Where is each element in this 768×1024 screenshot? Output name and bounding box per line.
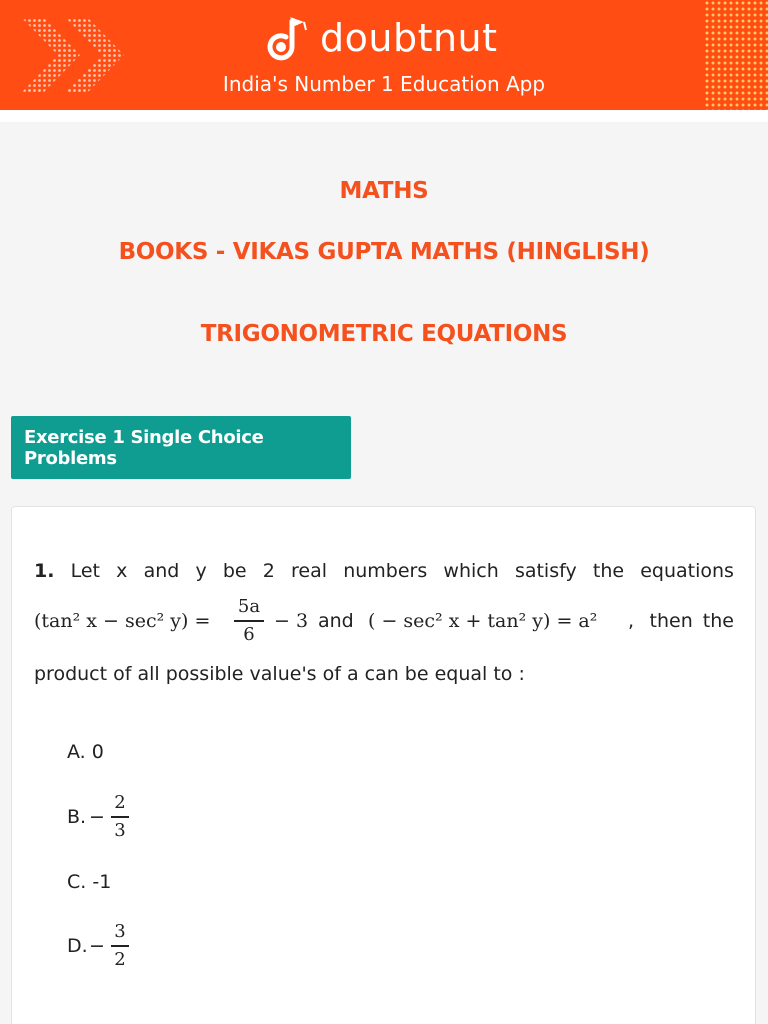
option-sign: −: [89, 935, 105, 957]
fraction-numerator: 2: [114, 792, 126, 813]
equation-part-1: (tan² x − sec² y) =: [34, 610, 211, 632]
question-word: satisfy: [514, 560, 577, 582]
option-a[interactable]: [67, 741, 104, 763]
question-word: x: [116, 560, 128, 582]
question-word: 2: [262, 560, 275, 582]
fraction-denominator: 6: [243, 623, 255, 645]
brand-name: doubtnut: [320, 16, 498, 60]
and-word: and: [318, 610, 354, 632]
equation-line: [34, 596, 734, 650]
question-line-3: product of all possible value's of a can be equal to :: [34, 663, 525, 685]
equation-part-2: − 3: [274, 610, 309, 632]
fraction-bar: [234, 620, 264, 622]
option-label: D.: [67, 935, 88, 957]
option-label: A.: [67, 741, 86, 763]
question-word: numbers: [343, 560, 428, 582]
question-word: equations: [640, 560, 734, 582]
fraction-bar: [111, 816, 129, 818]
question-word: and: [143, 560, 180, 582]
question-word: Let: [70, 560, 100, 582]
option-value: 0: [91, 741, 104, 763]
tagline: India's Number 1 Education App: [222, 72, 546, 96]
option-label: C.: [67, 871, 87, 893]
question-word: y: [195, 560, 207, 582]
option-c[interactable]: [67, 871, 111, 893]
dots-pattern-icon: [704, 0, 768, 110]
option-sign: −: [89, 806, 105, 828]
exercise-tab-button[interactable]: Exercise 1 Single Choice Problems: [11, 416, 351, 479]
option-fraction: [111, 792, 129, 842]
subject-heading: MATHS: [339, 178, 429, 204]
question-line-1: [34, 560, 734, 582]
fraction-bar: [111, 945, 129, 947]
book-heading: BOOKS - VIKAS GUPTA MATHS (HINGLISH): [118, 239, 650, 265]
fraction-denominator: 2: [114, 948, 126, 970]
option-value: -1: [92, 871, 112, 893]
option-label: B.: [67, 806, 87, 828]
app-header: [0, 0, 768, 110]
fraction-numerator: 3: [114, 921, 126, 942]
then-words: then the: [649, 610, 734, 632]
header-divider: [0, 110, 768, 122]
equation-fraction: [234, 596, 264, 646]
fraction-denominator: 3: [114, 819, 126, 841]
chapter-heading: TRIGONOMETRIC EQUATIONS: [200, 321, 568, 347]
question-number: 1.: [34, 560, 55, 582]
option-fraction: [111, 921, 129, 971]
fraction-numerator: 5a: [237, 596, 261, 617]
equation-part-3: ( − sec² x + tan² y) = a²: [368, 610, 598, 632]
question-word: be: [222, 560, 247, 582]
question-word: real: [291, 560, 328, 582]
question-word: the: [592, 560, 625, 582]
brand-logo: [262, 12, 498, 64]
doubtnut-logo-icon: [262, 13, 312, 63]
option-b[interactable]: [67, 792, 147, 846]
question-word: which: [443, 560, 499, 582]
option-d[interactable]: [67, 921, 147, 975]
comma: ,: [628, 610, 635, 632]
